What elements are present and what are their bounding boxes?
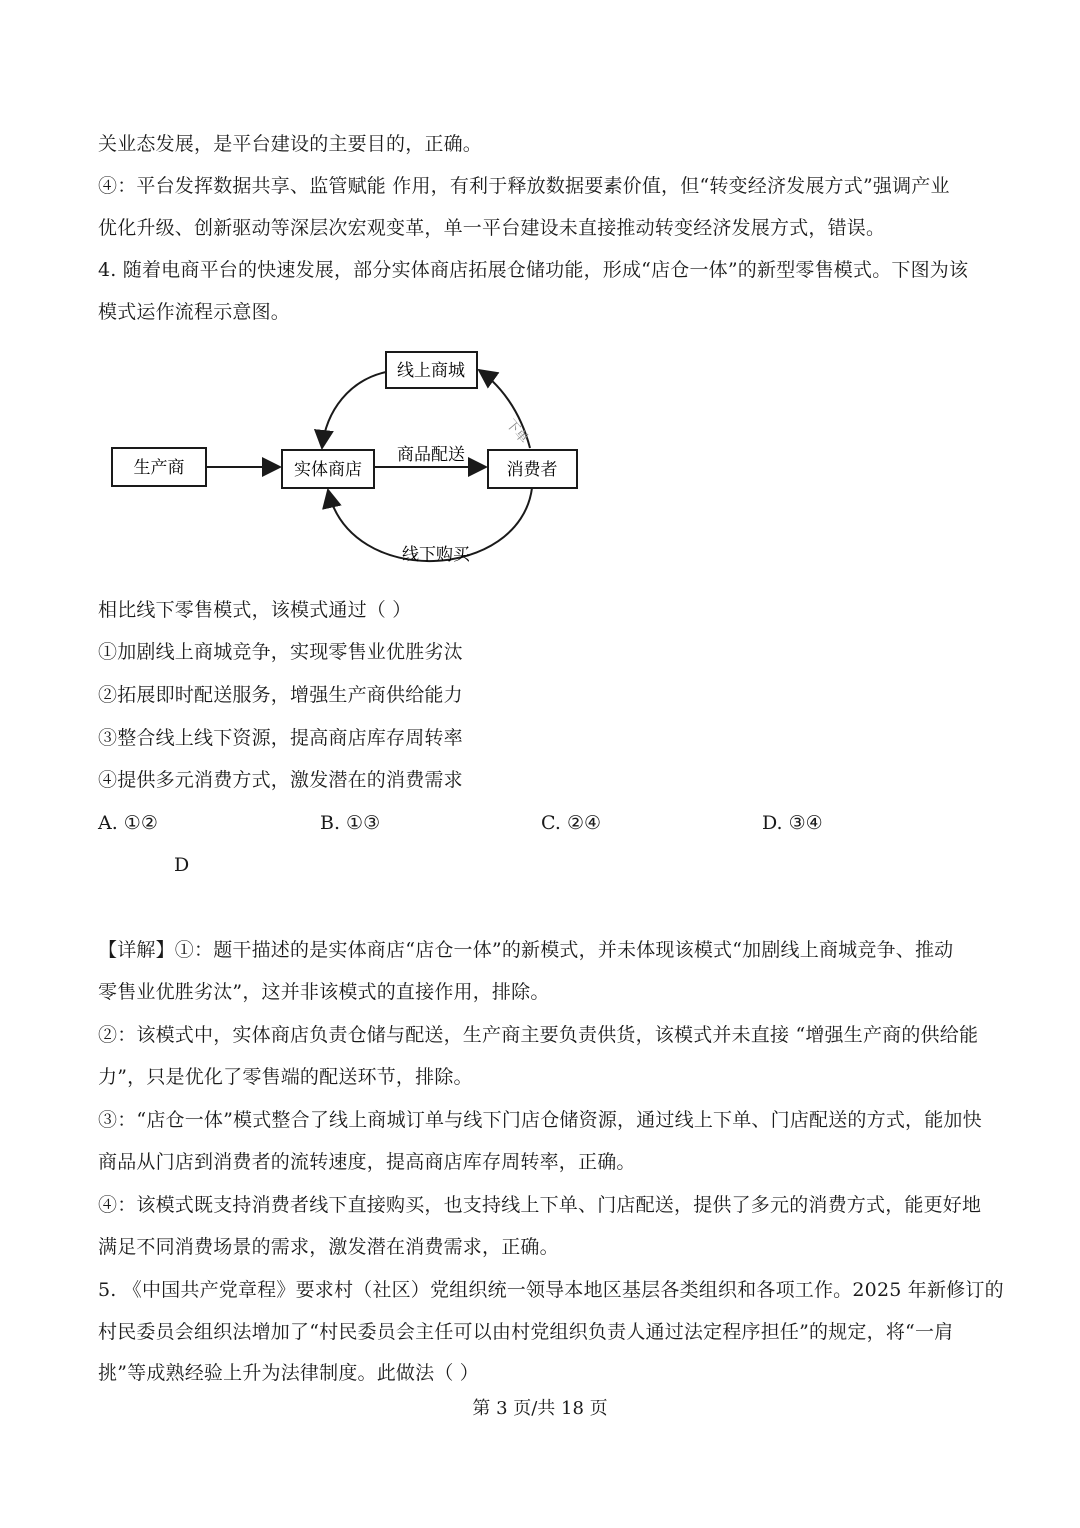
online-mall-label: 线上商城 [397, 361, 465, 381]
question-5-line: 村民委员会组织法增加了“村民委员会主任可以由村党组织负责人通过法定程序担任”的规定，将“一肩 [98, 1321, 954, 1343]
offline-buy-label: 线下购买 [402, 545, 470, 565]
flow-diagram [100, 340, 600, 590]
paragraph-line: 优化升级、创新驱动等深层次宏观变革，单一平台建设未直接推动转变经济发展方式，错误。 [98, 217, 886, 239]
statement-1: ①加剧线上商城竞争，实现零售业优胜劣汰 [98, 641, 463, 663]
paragraph-line: 关业态发展，是平台建设的主要目的，正确。 [98, 133, 483, 155]
statement-3: ③整合线上线下资源，提高商店库存周转率 [98, 727, 463, 749]
option-c: C. ②④ [541, 812, 602, 834]
analysis-line: ②：该模式中，实体商店负责仓储与配送，生产商主要负责供货，该模式并未直接 “增强生产商的供给能 [98, 1024, 979, 1046]
producer-label: 生产商 [133, 458, 185, 478]
analysis-line: 商品从门店到消费者的流转速度，提高商店库存周转率，正确。 [98, 1151, 636, 1173]
analysis-line: 力”，只是优化了零售端的配送环节，排除。 [98, 1066, 473, 1088]
option-a: A. ①② [98, 812, 158, 834]
mall-to-store-arrow [322, 372, 386, 448]
question-5-line: 5. 《中国共产党章程》要求村（社区）党组织统一领导本地区基层各类组织和各项工作。2025 年新修订的 [98, 1279, 1004, 1301]
statement-2: ②拓展即时配送服务，增强生产商供给能力 [98, 684, 463, 706]
question-4-stem: 4. 随着电商平台的快速发展，部分实体商店拓展仓储功能，形成“店仓一体”的新型零售模式。下图为该 [98, 259, 969, 281]
order-mark: 下单 [502, 416, 531, 447]
store-label: 实体商店 [294, 460, 362, 480]
analysis-line: 零售业优胜劣汰”，这并非该模式的直接作用，排除。 [98, 981, 550, 1003]
analysis-line: 满足不同消费场景的需求，激发潜在消费需求，正确。 [98, 1236, 559, 1258]
analysis-line: ③：“店仓一体”模式整合了线上商城订单与线下门店仓储资源，通过线上下单、门店配送的方式，能加快 [98, 1109, 982, 1131]
question-stem: 相比线下零售模式，该模式通过（ ） [98, 599, 412, 621]
analysis-line: 【详解】①：题干描述的是实体商店“店仓一体”的新模式，并未体现该模式“加剧线上商城竞争、推动 [98, 939, 954, 961]
question-4-stem: 模式运作流程示意图。 [98, 301, 291, 323]
question-5-line: 挑”等成熟经验上升为法律制度。此做法（ ） [98, 1362, 479, 1384]
statement-4: ④提供多元消费方式，激发潜在的消费需求 [98, 769, 463, 791]
answer-value: D [174, 854, 190, 876]
delivery-label: 商品配送 [397, 445, 465, 465]
consumer-label: 消费者 [506, 460, 558, 480]
page-number: 第 3 页/共 18 页 [472, 1398, 608, 1419]
option-d: D. ③④ [762, 812, 823, 834]
paragraph-line: ④：平台发挥数据共享、监管赋能 作用，有利于释放数据要素价值，但“转变经济发展方式”强调产业 [98, 175, 950, 197]
option-b: B. ①③ [320, 812, 381, 834]
analysis-line: ④：该模式既支持消费者线下直接购买，也支持线上下单、门店配送，提供了多元的消费方式，能更好地 [98, 1194, 982, 1216]
